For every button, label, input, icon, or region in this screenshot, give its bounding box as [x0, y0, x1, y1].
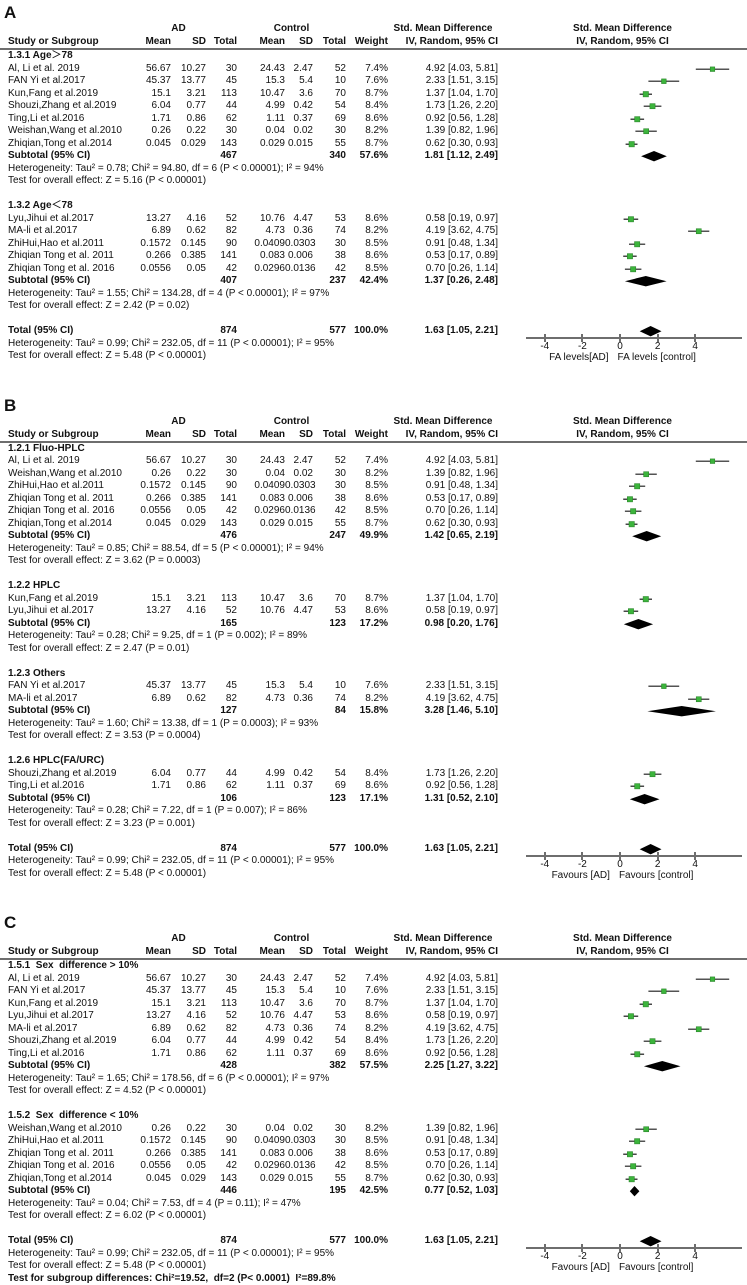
study-row: Shouzi,Zhang et al.2019 6.04 0.77 44 4.99 0.42 54 8.4% 1.73 [1.26, 2.20]	[0, 100, 747, 113]
heterogeneity-row-text: Heterogeneity: Tau² = 1.65; Chi² = 178.56, df = 6 (P < 0.00001); I² = 97%	[0, 1073, 498, 1086]
overall-effect-row	[0, 730, 747, 743]
study-row: MA-li et al.2017 6.89 0.62 82 4.73 0.36 74 8.2% 4.19 [3.62, 4.75]	[0, 693, 747, 706]
ci-marker	[498, 693, 747, 706]
subtotal-row: Subtotal (95% CI) 165 123 17.2% 0.98 [0.20, 1.76]	[0, 618, 747, 631]
ci-marker	[498, 480, 747, 493]
subtotal-row: Subtotal (95% CI) 127 84 15.8% 3.28 [1.46, 5.10]	[0, 705, 747, 718]
overall-effect-row-text: Test for overall effect: Z = 5.48 (P < 0.00001)	[0, 1260, 498, 1273]
axis-right-label: Favours [control]	[619, 870, 693, 881]
smd-column-header: Std. Mean Difference	[388, 932, 498, 945]
plot-header-line1: Std. Mean Difference	[498, 932, 747, 945]
ci-marker	[498, 75, 747, 88]
x-axis-tick-label: -2	[570, 859, 594, 870]
x-axis-tick-label: -2	[570, 341, 594, 352]
section-title	[0, 443, 747, 456]
plot-cell	[498, 263, 747, 276]
heterogeneity-row	[0, 288, 747, 301]
heterogeneity-row-text: Heterogeneity: Tau² = 0.28; Chi² = 7.22, df = 1 (P = 0.007); I² = 86%	[0, 805, 498, 818]
overall-effect-row	[0, 1085, 747, 1098]
pooled-diamond	[498, 150, 747, 163]
plot-cell	[498, 250, 747, 263]
study-row: Kun,Fang et al.2019 15.1 3.21 113 10.47 3.6 70 8.7% 1.37 [1.04, 1.70]	[0, 88, 747, 101]
overall-effect-row	[0, 300, 747, 313]
plot-cell	[498, 468, 747, 481]
gap-row	[0, 1098, 747, 1111]
ci-marker	[498, 768, 747, 781]
study-row: MA-li et al.2017 6.89 0.62 82 4.73 0.36 74 8.2% 4.19 [3.62, 4.75]	[0, 225, 747, 238]
panel-C	[0, 914, 747, 1285]
study-row: ZhiHui,Hao et al.2011 0.1572 0.145 90 0.0409 0.0303 30 8.5% 0.91 [0.48, 1.34]	[0, 480, 747, 493]
study-row: Ting,Li et al.2016 1.71 0.86 62 1.11 0.37 69 8.6% 0.92 [0.56, 1.28]	[0, 780, 747, 793]
panel-A	[0, 4, 747, 363]
heterogeneity-row-text: Heterogeneity: Tau² = 0.04; Chi² = 7.53, df = 4 (P = 0.11); I² = 47%	[0, 1198, 498, 1211]
ci-marker	[498, 1035, 747, 1048]
study-row: MA-li et al.2017 6.89 0.62 82 4.73 0.36 74 8.2% 4.19 [3.62, 4.75]	[0, 1023, 747, 1036]
overall-effect-row	[0, 555, 747, 568]
plot-cell	[498, 605, 747, 618]
study-row: Zhiqian Tong et al. 2016 0.0556 0.05 42 0.0296 0.0136 42 8.5% 0.70 [0.26, 1.14]	[0, 1160, 747, 1173]
overall-effect-row-text: Test for overall effect: Z = 3.23 (P = 0.001)	[0, 818, 498, 831]
section-title	[0, 200, 747, 213]
plot-cell	[498, 505, 747, 518]
overall-effect-row-text: Test for overall effect: Z = 4.52 (P < 0.00001)	[0, 1085, 498, 1098]
plot-cell	[498, 618, 747, 631]
heterogeneity-row	[0, 543, 747, 556]
section-title	[0, 668, 747, 681]
subtotal-row: Subtotal (95% CI) 446 195 42.5% 0.77 [0.52, 1.03]	[0, 1185, 747, 1198]
overall-effect-row	[0, 818, 747, 831]
heterogeneity-row-text: Heterogeneity: Tau² = 0.28; Chi² = 9.25, df = 1 (P = 0.002); I² = 89%	[0, 630, 498, 643]
overall-effect-row-text: Test for overall effect: Z = 3.53 (P = 0.0004)	[0, 730, 498, 743]
ci-marker	[498, 998, 747, 1011]
study-row: Lyu,Jihui et al.2017 13.27 4.16 52 10.76 4.47 53 8.6% 0.58 [0.19, 0.97]	[0, 1010, 747, 1023]
study-row: Lyu,Jihui et al.2017 13.27 4.16 52 10.76 4.47 53 8.6% 0.58 [0.19, 0.97]	[0, 213, 747, 226]
ci-marker	[498, 1023, 747, 1036]
x-axis-tick-label: 4	[683, 1251, 707, 1262]
study-row: Zhiqian Tong et al. 2011 0.266 0.385 141 0.083 0.006 38 8.6% 0.53 [0.17, 0.89]	[0, 493, 747, 506]
section-title	[0, 1110, 747, 1123]
x-axis-direction-labels	[498, 1262, 747, 1273]
plot-cell	[498, 518, 747, 531]
heterogeneity-row-text: Heterogeneity: Tau² = 0.99; Chi² = 232.05, df = 11 (P < 0.00001); I² = 95%	[0, 855, 498, 868]
group-ad-label: AD	[120, 22, 237, 35]
group-control-label: Control	[237, 415, 346, 428]
plot-cell	[498, 1010, 747, 1023]
pooled-diamond	[498, 618, 747, 631]
panel-B	[0, 397, 747, 881]
heterogeneity-row	[0, 805, 747, 818]
section-title-text: 1.2.3 Others	[0, 668, 498, 681]
heterogeneity-row-text: Heterogeneity: Tau² = 0.99; Chi² = 232.05, df = 11 (P < 0.00001); I² = 95%	[0, 1248, 498, 1261]
plot-cell	[498, 455, 747, 468]
heterogeneity-row	[0, 1198, 747, 1211]
gap-row	[0, 568, 747, 581]
heterogeneity-row	[0, 718, 747, 731]
study-row: Al, Li et al. 2019 56.67 10.27 30 24.43 2.47 52 7.4% 4.92 [4.03, 5.81]	[0, 455, 747, 468]
study-row: Zhiqian,Tong et al.2014 0.045 0.029 143 0.029 0.015 55 8.7% 0.62 [0.30, 0.93]	[0, 138, 747, 151]
study-row: Ting,Li et al.2016 1.71 0.86 62 1.11 0.37 69 8.6% 0.92 [0.56, 1.28]	[0, 1048, 747, 1061]
axis-left-label: FA levels[AD]	[549, 352, 608, 363]
x-axis-tick-label: 2	[646, 1251, 670, 1262]
ci-marker	[498, 238, 747, 251]
plot-cell	[498, 1035, 747, 1048]
plot-cell	[498, 75, 747, 88]
axis-left-label: Favours [AD]	[552, 1262, 610, 1273]
subtotal-row: Subtotal (95% CI) 467 340 57.6% 1.81 [1.12, 2.49]	[0, 150, 747, 163]
ci-marker	[498, 225, 747, 238]
heterogeneity-row-text: Heterogeneity: Tau² = 0.85; Chi² = 88.54, df = 5 (P < 0.00001); I² = 94%	[0, 543, 498, 556]
heterogeneity-row-text: Heterogeneity: Tau² = 0.78; Chi² = 94.80, df = 6 (P < 0.00001); I² = 94%	[0, 163, 498, 176]
group-header-row	[0, 932, 747, 945]
overall-effect-row-text: Test for overall effect: Z = 5.16 (P < 0.00001)	[0, 175, 498, 188]
ci-marker	[498, 780, 747, 793]
ci-marker	[498, 250, 747, 263]
group-control-label: Control	[237, 932, 346, 945]
plot-cell	[498, 973, 747, 986]
section-title	[0, 960, 747, 973]
pooled-diamond	[498, 1235, 747, 1248]
plot-cell	[498, 238, 747, 251]
study-row: FAN Yi et al.2017 45.37 13.77 45 15.3 5.4 10 7.6% 2.33 [1.51, 3.15]	[0, 680, 747, 693]
panel-letter: A	[0, 4, 747, 22]
column-header-row: Study or Subgroup Mean SD Total Mean SD Total Weight IV, Random, 95% CI IV, Random, 95% CI	[0, 35, 747, 50]
plot-cell	[498, 1123, 747, 1136]
x-axis-tick-label: -2	[570, 1251, 594, 1262]
subtotal-row: Total (95% CI) 874 577 100.0% 1.63 [1.05, 2.21]	[0, 843, 747, 856]
study-row: Zhiqian,Tong et al.2014 0.045 0.029 143 0.029 0.015 55 8.7% 0.62 [0.30, 0.93]	[0, 1173, 747, 1186]
x-axis-tick-label: 0	[608, 1251, 632, 1262]
plot-cell	[498, 705, 747, 718]
group-ad-label: AD	[120, 932, 237, 945]
plot-cell	[498, 225, 747, 238]
ci-marker	[498, 1123, 747, 1136]
group-ad-label: AD	[120, 415, 237, 428]
x-axis-tick-label: 0	[608, 859, 632, 870]
panel-letter: B	[0, 397, 747, 415]
overall-effect-row-text: Test for overall effect: Z = 2.47 (P = 0.01)	[0, 643, 498, 656]
study-row: Weishan,Wang et al.2010 0.26 0.22 30 0.04 0.02 30 8.2% 1.39 [0.82, 1.96]	[0, 125, 747, 138]
x-axis-tick-label: -4	[533, 1251, 557, 1262]
plot-header-line2: IV, Random, 95% CI	[498, 428, 747, 441]
plot-header-line2: IV, Random, 95% CI	[498, 35, 747, 48]
gap-row	[0, 743, 747, 756]
study-row: Zhiqian,Tong et al.2014 0.045 0.029 143 0.029 0.015 55 8.7% 0.62 [0.30, 0.93]	[0, 518, 747, 531]
group-header-row	[0, 22, 747, 35]
plot-cell	[498, 113, 747, 126]
overall-effect-row	[0, 643, 747, 656]
ci-marker	[498, 125, 747, 138]
plot-cell	[498, 1173, 747, 1186]
overall-effect-row-text: Test for overall effect: Z = 2.42 (P = 0.02)	[0, 300, 498, 313]
overall-effect-row-text: Test for overall effect: Z = 5.48 (P < 0.00001)	[0, 868, 498, 881]
overall-effect-row-text: Test for overall effect: Z = 3.62 (P = 0.0003)	[0, 555, 498, 568]
x-axis-tick-label: 2	[646, 859, 670, 870]
ci-marker	[498, 1148, 747, 1161]
study-row: ZhiHui,Hao et al.2011 0.1572 0.145 90 0.0409 0.0303 30 8.5% 0.91 [0.48, 1.34]	[0, 1135, 747, 1148]
section-title-text: 1.3.2 Age＜78	[0, 200, 498, 213]
plot-cell	[498, 693, 747, 706]
smd-column-header: Std. Mean Difference	[388, 415, 498, 428]
heterogeneity-row-text: Heterogeneity: Tau² = 1.55; Chi² = 134.28, df = 4 (P < 0.00001); I² = 97%	[0, 288, 498, 301]
plot-cell	[498, 530, 747, 543]
panel-letter: C	[0, 914, 747, 932]
column-header-row: Study or Subgroup Mean SD Total Mean SD Total Weight IV, Random, 95% CI IV, Random, 95% CI	[0, 945, 747, 960]
plot-cell	[498, 780, 747, 793]
study-row: Zhiqian Tong et al. 2016 0.0556 0.05 42 0.0296 0.0136 42 8.5% 0.70 [0.26, 1.14]	[0, 505, 747, 518]
section-title-text: 1.5.1 Sex difference > 10%	[0, 960, 498, 973]
study-row: Al, Li et al. 2019 56.67 10.27 30 24.43 2.47 52 7.4% 4.92 [4.03, 5.81]	[0, 973, 747, 986]
x-axis-direction-labels	[498, 352, 747, 363]
x-axis	[498, 855, 747, 885]
ci-marker	[498, 138, 747, 151]
group-header-row	[0, 415, 747, 428]
plot-cell	[498, 480, 747, 493]
gap-row	[0, 188, 747, 201]
x-axis-tick-label: 0	[608, 341, 632, 352]
x-axis-tick-label: -4	[533, 859, 557, 870]
ci-marker	[498, 605, 747, 618]
ci-marker	[498, 493, 747, 506]
ci-marker	[498, 1048, 747, 1061]
study-row: Kun,Fang et al.2019 15.1 3.21 113 10.47 3.6 70 8.7% 1.37 [1.04, 1.70]	[0, 998, 747, 1011]
pooled-diamond	[498, 530, 747, 543]
ci-marker	[498, 518, 747, 531]
study-row: Al, Li et al. 2019 56.67 10.27 30 24.43 2.47 52 7.4% 4.92 [4.03, 5.81]	[0, 63, 747, 76]
plot-cell	[498, 138, 747, 151]
study-row: Shouzi,Zhang et al.2019 6.04 0.77 44 4.99 0.42 54 8.4% 1.73 [1.26, 2.20]	[0, 1035, 747, 1048]
study-row: Shouzi,Zhang et al.2019 6.04 0.77 44 4.99 0.42 54 8.4% 1.73 [1.26, 2.20]	[0, 768, 747, 781]
ci-marker	[498, 113, 747, 126]
plot-cell	[498, 88, 747, 101]
plot-cell	[498, 213, 747, 226]
heterogeneity-row-text: Heterogeneity: Tau² = 0.99; Chi² = 232.05, df = 11 (P < 0.00001); I² = 95%	[0, 338, 498, 351]
ci-marker	[498, 63, 747, 76]
study-row: ZhiHui,Hao et al.2011 0.1572 0.145 90 0.0409 0.0303 30 8.5% 0.91 [0.48, 1.34]	[0, 238, 747, 251]
section-title-text: 1.2.2 HPLC	[0, 580, 498, 593]
plot-cell	[498, 150, 747, 163]
rows-C	[0, 960, 747, 1285]
plot-cell	[498, 1135, 747, 1148]
rows-B	[0, 443, 747, 881]
study-row: Zhiqian Tong et al. 2016 0.0556 0.05 42 0.0296 0.0136 42 8.5% 0.70 [0.26, 1.14]	[0, 263, 747, 276]
overall-effect-row-text: Test for overall effect: Z = 6.02 (P < 0.00001)	[0, 1210, 498, 1223]
plot-cell	[498, 593, 747, 606]
plot-cell	[498, 1148, 747, 1161]
gap-row	[0, 1223, 747, 1236]
x-axis	[498, 1247, 747, 1277]
section-title	[0, 755, 747, 768]
section-title-text: 1.2.6 HPLC(FA/URC)	[0, 755, 498, 768]
ci-marker	[498, 973, 747, 986]
heterogeneity-row	[0, 163, 747, 176]
overall-effect-row	[0, 1210, 747, 1223]
ci-marker	[498, 505, 747, 518]
x-axis-direction-labels	[498, 870, 747, 881]
ci-marker	[498, 985, 747, 998]
plot-cell	[498, 275, 747, 288]
plot-cell	[498, 325, 747, 338]
section-title	[0, 580, 747, 593]
plot-cell	[498, 125, 747, 138]
section-title-text: 1.3.1 Age＞78	[0, 50, 498, 63]
ci-marker	[498, 100, 747, 113]
plot-cell	[498, 998, 747, 1011]
section-title-text: 1.2.1 Fluo-HPLC	[0, 443, 498, 456]
subtotal-row: Subtotal (95% CI) 428 382 57.5% 2.25 [1.27, 3.22]	[0, 1060, 747, 1073]
plot-cell	[498, 1235, 747, 1248]
x-axis	[498, 337, 747, 367]
plot-cell	[498, 1160, 747, 1173]
gap-row	[0, 655, 747, 668]
study-row: Ting,Li et al.2016 1.71 0.86 62 1.11 0.37 69 8.6% 0.92 [0.56, 1.28]	[0, 113, 747, 126]
x-axis-tick-label: 4	[683, 341, 707, 352]
study-row: Zhiqian Tong et al. 2011 0.266 0.385 141 0.083 0.006 38 8.6% 0.53 [0.17, 0.89]	[0, 250, 747, 263]
x-axis-tick-label: 4	[683, 859, 707, 870]
axis-left-label: Favours [AD]	[552, 870, 610, 881]
ci-marker	[498, 680, 747, 693]
plot-cell	[498, 793, 747, 806]
plot-cell	[498, 985, 747, 998]
study-row: Weishan,Wang et al.2010 0.26 0.22 30 0.04 0.02 30 8.2% 1.39 [0.82, 1.96]	[0, 468, 747, 481]
plot-cell	[498, 1048, 747, 1061]
plot-cell	[498, 768, 747, 781]
section-title	[0, 50, 747, 63]
study-row: Zhiqian Tong et al. 2011 0.266 0.385 141 0.083 0.006 38 8.6% 0.53 [0.17, 0.89]	[0, 1148, 747, 1161]
subtotal-row: Total (95% CI) 874 577 100.0% 1.63 [1.05, 2.21]	[0, 325, 747, 338]
ci-marker	[498, 1160, 747, 1173]
pooled-diamond	[498, 325, 747, 338]
smd-column-header: Std. Mean Difference	[388, 22, 498, 35]
pooled-diamond	[498, 705, 747, 718]
plot-cell	[498, 1023, 747, 1036]
plot-cell	[498, 1185, 747, 1198]
subtotal-row: Subtotal (95% CI) 476 247 49.9% 1.42 [0.65, 2.19]	[0, 530, 747, 543]
ci-marker	[498, 213, 747, 226]
overall-effect-row	[0, 175, 747, 188]
gap-row	[0, 313, 747, 326]
plot-cell	[498, 63, 747, 76]
pooled-diamond	[498, 843, 747, 856]
column-header-row: Study or Subgroup Mean SD Total Mean SD Total Weight IV, Random, 95% CI IV, Random, 95% CI	[0, 428, 747, 443]
study-row: Lyu,Jihui et al.2017 13.27 4.16 52 10.76 4.47 53 8.6% 0.58 [0.19, 0.97]	[0, 605, 747, 618]
subtotal-row: Total (95% CI) 874 577 100.0% 1.63 [1.05, 2.21]	[0, 1235, 747, 1248]
plot-cell	[498, 843, 747, 856]
study-row: FAN Yi et al.2017 45.37 13.77 45 15.3 5.4 10 7.6% 2.33 [1.51, 3.15]	[0, 985, 747, 998]
ci-marker	[498, 468, 747, 481]
plot-cell	[498, 493, 747, 506]
pooled-diamond	[498, 1060, 747, 1073]
study-row: Weishan,Wang et al.2010 0.26 0.22 30 0.04 0.02 30 8.2% 1.39 [0.82, 1.96]	[0, 1123, 747, 1136]
ci-marker	[498, 1010, 747, 1023]
subtotal-row: Subtotal (95% CI) 407 237 42.4% 1.37 [0.26, 2.48]	[0, 275, 747, 288]
overall-effect-row-text: Test for overall effect: Z = 5.48 (P < 0.00001)	[0, 350, 498, 363]
plot-cell	[498, 680, 747, 693]
x-axis-tick-label: -4	[533, 341, 557, 352]
pooled-diamond	[498, 1185, 747, 1198]
plot-header-line1: Std. Mean Difference	[498, 22, 747, 35]
plot-cell	[498, 100, 747, 113]
subgroup-test-row-text: Test for subgroup differences: Chi²=19.52, df=2 (P< 0.0001) I²=89.8%	[0, 1273, 498, 1285]
gap-row	[0, 830, 747, 843]
pooled-diamond	[498, 275, 747, 288]
pooled-diamond	[498, 793, 747, 806]
ci-marker	[498, 1173, 747, 1186]
group-control-label: Control	[237, 22, 346, 35]
section-title-text: 1.5.2 Sex difference < 10%	[0, 1110, 498, 1123]
x-axis-tick-label: 2	[646, 341, 670, 352]
ci-marker	[498, 88, 747, 101]
study-row: Kun,Fang et al.2019 15.1 3.21 113 10.47 3.6 70 8.7% 1.37 [1.04, 1.70]	[0, 593, 747, 606]
ci-marker	[498, 263, 747, 276]
rows-A	[0, 50, 747, 363]
ci-marker	[498, 593, 747, 606]
axis-right-label: Favours [control]	[619, 1262, 693, 1273]
plot-header-line2: IV, Random, 95% CI	[498, 945, 747, 958]
subtotal-row: Subtotal (95% CI) 106 123 17.1% 1.31 [0.52, 2.10]	[0, 793, 747, 806]
axis-right-label: FA levels [control]	[618, 352, 696, 363]
heterogeneity-row	[0, 630, 747, 643]
study-row: FAN Yi et al.2017 45.37 13.77 45 15.3 5.4 10 7.6% 2.33 [1.51, 3.15]	[0, 75, 747, 88]
plot-header-line1: Std. Mean Difference	[498, 415, 747, 428]
plot-cell	[498, 1060, 747, 1073]
ci-marker	[498, 455, 747, 468]
heterogeneity-row	[0, 1073, 747, 1086]
heterogeneity-row-text: Heterogeneity: Tau² = 1.60; Chi² = 13.38, df = 1 (P = 0.0003); I² = 93%	[0, 718, 498, 731]
ci-marker	[498, 1135, 747, 1148]
